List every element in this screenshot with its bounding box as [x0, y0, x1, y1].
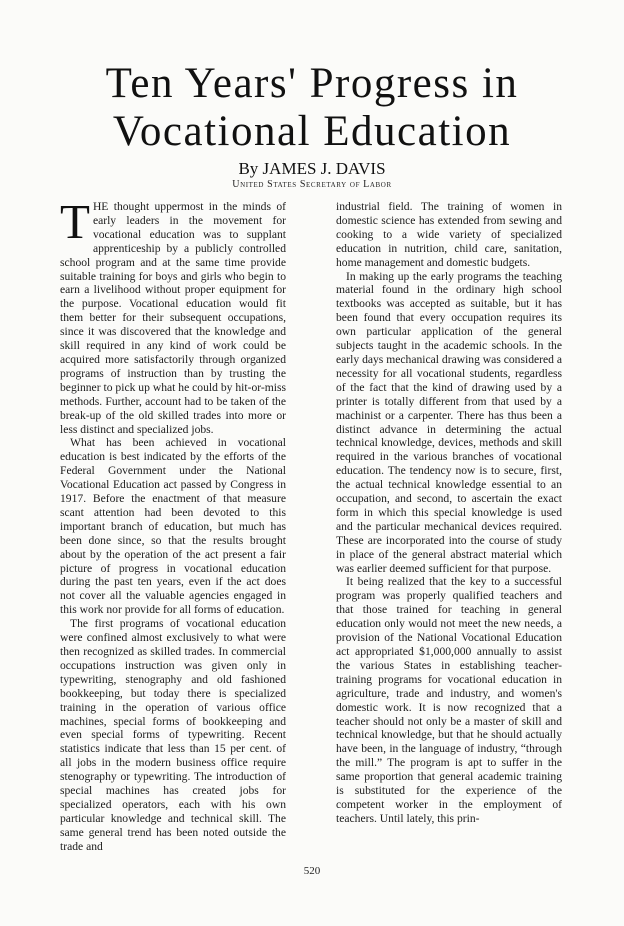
paragraph: What has been achieved in vocational education is best indicated by the efforts of the Federal Government under the National Vocational Education act passed by Congress in 1917. Before the enactment of that measure scant attention had been devoted to this important branch of education, but much has been done since, so that the results brought about by the operation of the act present a fair picture of progress in vocational education during the past ten years, even if the act does not cover all the valuable agencies engaged in this work nor provide for all forms of education.	[60, 436, 286, 617]
article-column-left	[60, 194, 286, 854]
author-byline: By JAMES J. DAVIS	[238, 159, 386, 178]
paragraph: In making up the early programs the teaching material found in the ordinary high school textbooks was accepted as suitable, but it has been found that every occupation requires its own particular application of the general subjects taught in the academic schools. In the early days mechanical drawing was considered a necessity for all vocational students, regardless of the fact that the kind of drawing used by a printer is totally different from that used by a machinist or a carpenter. There has thus been a distinct advance in determining the actual technical knowledge, devices, methods and skill required in the various branches of vocational education. The tendency now is to secure, first, the actual technical knowledge essential to an occupation, and second, to ascertain the exact form in which this special knowledge is used and the particular mechanical devices required. These are incorporated into the course of study in place of the general abstract material which was earlier deemed sufficient for that purpose.	[336, 269, 562, 575]
page-number: 520	[303, 865, 321, 877]
paragraph	[60, 194, 286, 436]
article-column-right	[336, 200, 562, 826]
article-title: Ten Years' Progress in Vocational Education	[105, 60, 519, 155]
paragraph-text: HE thought uppermost in the minds of early leaders in the movement for vocational education was to supplant apprenticeship by a publicly controlled school program and at the same time provide suitable training for boys and girls who begin to earn a livelihood without proper equipment for the purpose. Vocational education would fit them better for their subsequent occupations, since it was discovered that the knowledge and skill required in any kind of work could be acquired more satisfactorily through organized programs of instruction than by trusting the beginner to pick up what he could by hit-or-miss methods. Further, account had to be taken of the break-up of the old skilled trades into more or less distinct and specialized jobs.	[60, 200, 286, 436]
paragraph: It being realized that the key to a successful program was properly qualified teachers and that those trained for teaching in general education only would not meet the new needs, a provision of the National Vocational Education act appropriated $1,000,000 annually to assist the various States in establishing teacher-training programs for vocational education in agriculture, trade and industry, and women's domestic work. It is now recognized that a teacher should not only be a master of skill and technical knowledge, but that he should actually have been, in the language of industry, “through the mill.” The program is apt to suffer in the same proportion that general academic training is substituted for the experience of the competent worker in the employment of teachers. Until lately, this prin-	[336, 575, 562, 825]
author-role: United States Secretary of Labor	[232, 179, 392, 190]
paragraph: The first programs of vocational education were confined almost exclusively to what were then recognized as skilled trades. In commercial occupations instruction was given only in typewriting, stenography and old fashioned bookkeeping, but today there is specialized training in the operation of various office machines, special forms of bookkeeping and even special forms of typewriting. Recent statistics indicate that less than 15 per cent. of all jobs in the modern business office require stenography or typewriting. The introduction of special machines has created jobs for specialized operators, each with his own particular knowledge and technical skill. The same general trend has been noted outside the trade and	[60, 617, 286, 853]
drop-cap: T	[60, 194, 90, 249]
paragraph: industrial field. The training of women in domestic science has extended from sewing and cooking to a wide variety of specialized education in nutrition, child care, sanitation, home management and domestic budgets.	[336, 200, 562, 269]
